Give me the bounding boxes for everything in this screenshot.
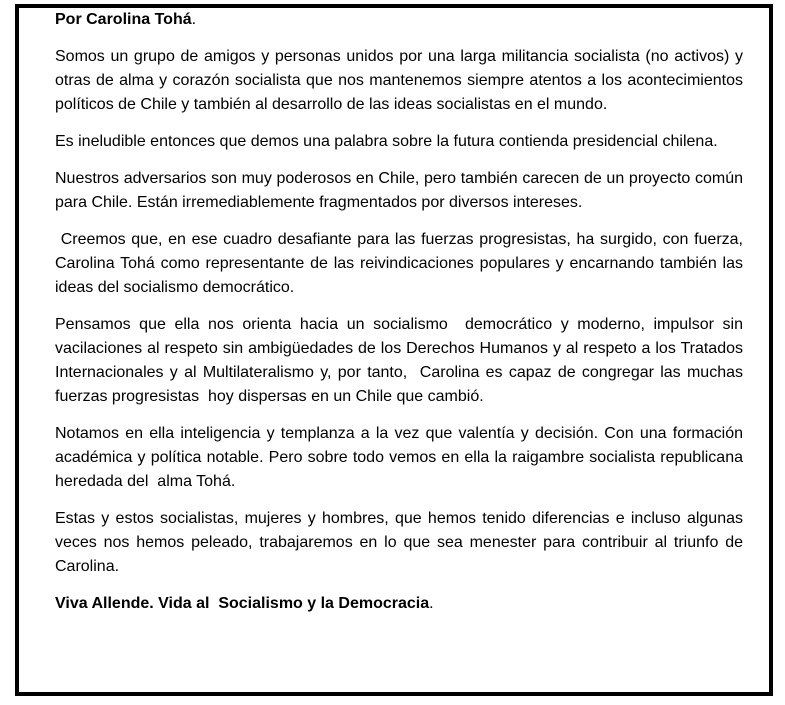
paragraph-adversaries: Nuestros adversarios son muy poderosos en Chile, pero también carecen de un proyecto común para Chile. Están irremediablemente fragmentados por diversos intereses. xyxy=(55,170,743,211)
closing-slogan xyxy=(55,592,743,616)
closing-period: . xyxy=(429,595,434,612)
closing-text: Viva Allende. Vida al Socialismo y la Democracia xyxy=(55,595,430,612)
document-body xyxy=(55,8,748,629)
paragraph-orientation: Pensamos que ella nos orienta hacia un socialismo democrático y moderno, impulsor sin vacilaciones al respeto sin ambigüedades de los Derechos Humanos y al respeto a los Tratados Internacionales y al Multilateralismo y, por tanto, Carolina es capaz de congregar las muchas fuerzas progresistas hoy dispersas en un Chile que cambió. xyxy=(55,316,748,405)
paragraph-presidential-contest: Es ineludible entonces que demos una palabra sobre la futura contienda presidencial chilena. xyxy=(55,133,718,150)
title-period: . xyxy=(191,11,197,28)
document-title xyxy=(55,8,743,32)
paragraph-qualities: Notamos en ella inteligencia y templanza a la vez que valentía y decisión. Con una formación académica y política notable. Pero sobre todo vemos en ella la raigambre socialista republicana heredada del alma Tohá. xyxy=(55,425,748,490)
paragraph-intro: Somos un grupo de amigos y personas unidos por una larga militancia socialista (no activos) y otras de alma y corazón socialista que nos mantenemos siempre atentos a los acontecimientos políticos de Chile y también al desarrollo de las ideas socialistas en el mundo. xyxy=(55,48,743,113)
paragraph-commitment: Estas y estos socialistas, mujeres y hombres, que hemos tenido diferencias e incluso algunas veces nos hemos peleado, trabajaremos en lo que sea menester para contribuir al triunfo de Carolina. xyxy=(55,510,743,575)
paragraph-believe: Creemos que, en ese cuadro desafiante para las fuerzas progresistas, ha surgido, con fuerza, Carolina Tohá como representante de las reivindicaciones populares y encarnando también las ideas del socialismo democrático. xyxy=(55,231,748,296)
document-frame xyxy=(15,4,773,696)
title-text: Por Carolina Tohá xyxy=(55,11,192,28)
